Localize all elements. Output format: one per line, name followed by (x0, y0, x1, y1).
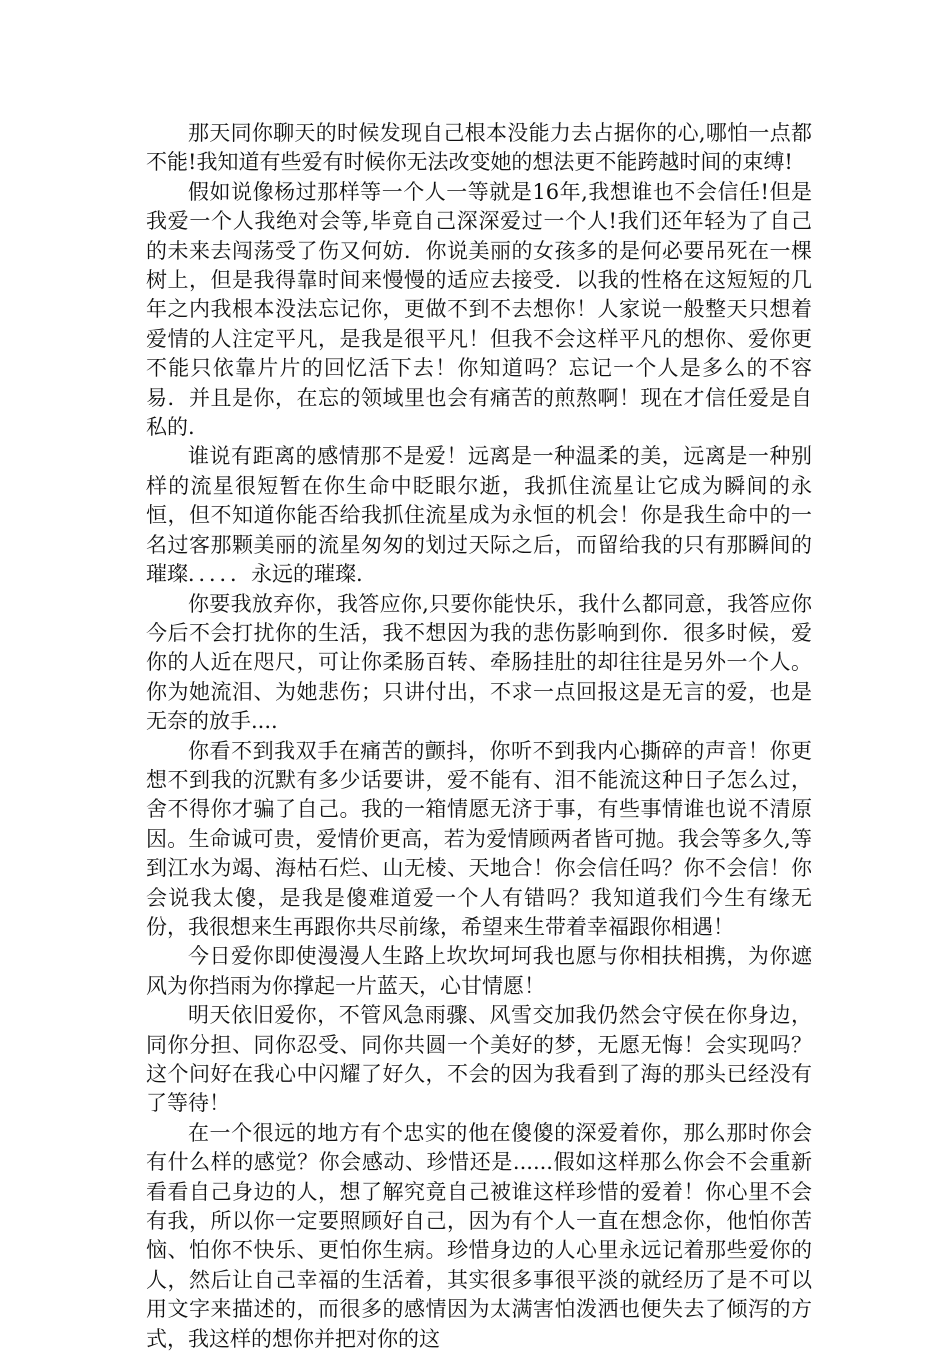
paragraph-5: 你看不到我双手在痛苦的颤抖，你听不到我内心撕碎的声音！你更想不到我的沉默有多少话要讲，爱不能有、泪不能流这种日子怎么过，舍不得你才骗了自己。我的一箱情愿无济于事，有些事情谁也说不清原因。生命诚可贵，爱情价更高，若为爱情顾两者皆可抛。我会等多久,等到江水为竭、海枯石烂、山无棱、天地合！你会信任吗？你不会信！你会说我太傻，是我是傻难道爱一个人有错吗？我知道我们今生有缘无份，我很想来生再跟你共尽前缘，希望来生带着幸福跟你相遇！ (146, 738, 812, 939)
paragraph-6: 今日爱你即使漫漫人生路上坎坎坷坷我也愿与你相扶相携，为你遮风为你挡雨为你撑起一片蓝天，心甘情愿！ (146, 944, 812, 998)
paragraph-1: 那天同你聊天的时候发现自己根本没能力去占据你的心,哪怕一点都不能!我知道有些爱有时候你无法改变她的想法更不能跨越时间的束缚! (146, 121, 812, 175)
paragraph-3: 谁说有距离的感情那不是爱！远离是一种温柔的美，远离是一种别样的流星很短暂在你生命中眨眼尔逝，我抓住流星让它成为瞬间的永恒，但不知道你能否给我抓住流星成为永恒的机会！你是我生命中的一名过客那颗美丽的流星匆匆的划过天际之后，而留给我的只有那瞬间的璀璨．．．．．永远的璀璨. (146, 444, 812, 587)
paragraph-8: 在一个很远的地方有个忠实的他在傻傻的深爱着你，那么那时你会有什么样的感觉？你会感动、珍惜还是......假如这样那么你会不会重新看看自己身边的人，想了解究竟自己被谁这样珍惜的爱着！你心里不会有我，所以你一定要照顾好自己，因为有个人一直在想念你，他怕你苦恼、怕你不快乐、更怕你生病。珍惜身边的人心里永远记着那些爱你的人，然后让自己幸福的生活着，其实很多事很平淡的就经历了是不可以用文字来描述的，而很多的感情因为太满害怕泼洒也便失去了倾泻的方式，我这样的想你并把对你的这 (146, 1120, 812, 1351)
paragraph-7: 明天依旧爱你，不管风急雨骤、风雪交加我仍然会守侯在你身边，同你分担、同你忍受、同你共圆一个美好的梦，无愿无悔！会实现吗？这个问好在我心中闪耀了好久，不会的因为我看到了海的那头已经没有了等待！ (146, 1003, 812, 1116)
document-body (146, 119, 812, 1354)
paragraph-4: 你要我放弃你，我答应你,只要你能快乐，我什么都同意，我答应你今后不会打扰你的生活，我不想因为我的悲伤影响到你．很多时候，爱你的人近在咫尺，可让你柔肠百转、牵肠挂肚的却往往是另外一个人。你为她流泪、为她悲伤；只讲付出，不求一点回报这是无言的爱，也是无奈的放手.... (146, 591, 812, 734)
paragraph-2: 假如说像杨过那样等一个人一等就是16年,我想谁也不会信任!但是我爱一个人我绝对会等,毕竟自己深深爱过一个人!我们还年轻为了自己的未来去闯荡受了伤又何妨．你说美丽的女孩多的是何必要吊死在一棵树上，但是我得靠时间来慢慢的适应去接受．以我的性格在这短短的几年之内我根本没法忘记你，更做不到不去想你！人家说一般整天只想着爱情的人注定平凡，是我是很平凡！但我不会这样平凡的想你、爱你更不能只依靠片片的回忆活下去！你知道吗？忘记一个人是多么的不容易．并且是你，在忘的领域里也会有痛苦的煎熬啊！现在才信任爱是自私的. (146, 179, 812, 440)
